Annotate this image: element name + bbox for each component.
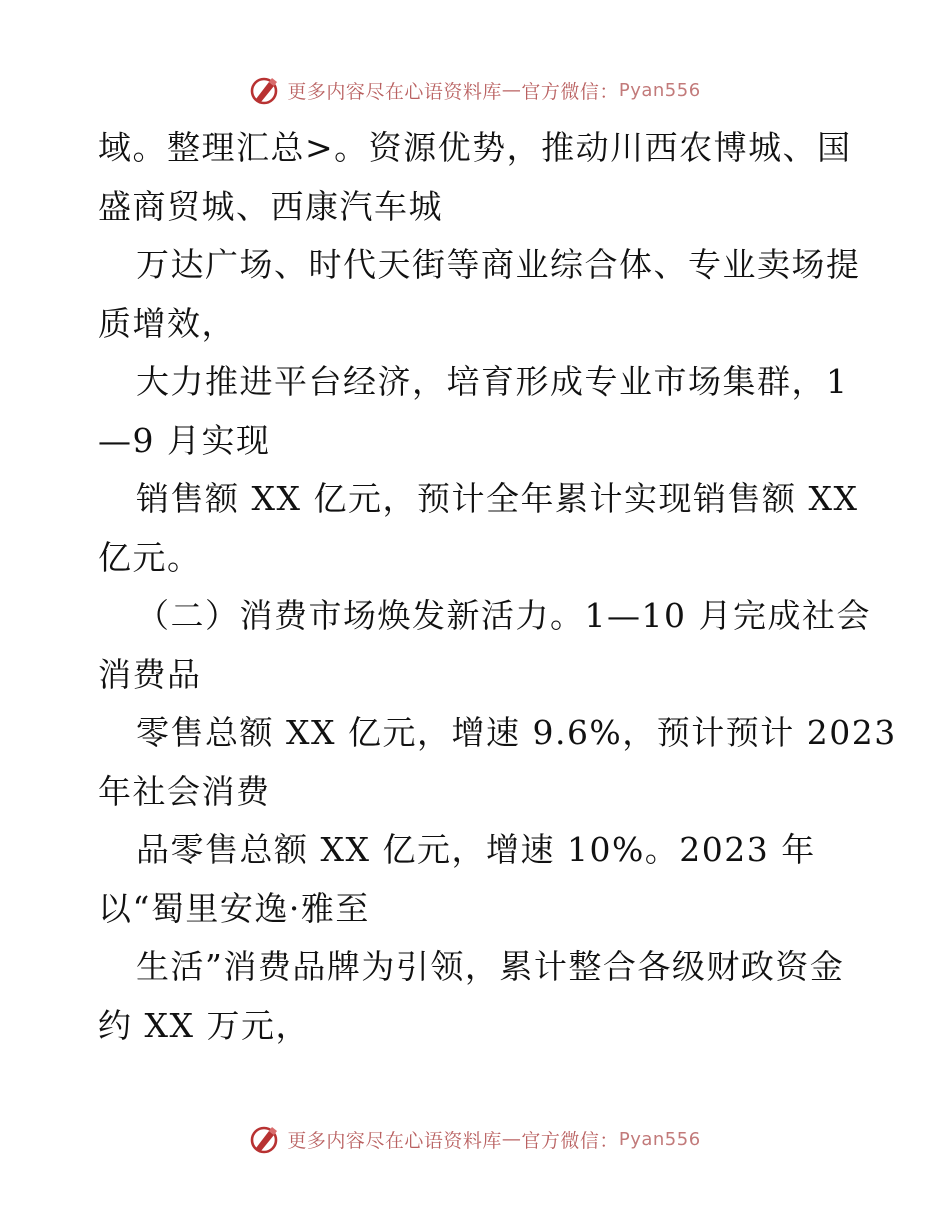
watermark-brand: 更多内容尽在心语资料库 [287,1129,502,1152]
body-line: （二）消费市场焕发新活力。1—10 月完成社会 [136,596,871,635]
body-line: 万达广场、时代天街等商业综合体、专业卖场提 [136,245,861,284]
body-line: 盛商贸城、西康汽车城 [98,186,443,226]
watermark-dash: — [501,79,522,101]
watermark-id: Pyan556 [618,1128,701,1150]
body-line: 品零售总额 XX 亿元，增速 10%。2023 年 [136,830,816,869]
document-body [98,119,897,1055]
body-line: 域。整理汇总>。资源优势，推动川西农博城、国 [98,128,852,167]
footer-watermark [0,1119,950,1159]
watermark-brand: 更多内容尽在心语资料库 [287,80,502,103]
body-line: 零售总额 XX 亿元，增速 9.6%，预计预计 2023 [136,713,897,752]
body-line: 生活”消费品牌为引领，累计整合各级财政资金 [136,947,845,986]
body-line: —9 月实现 [98,420,271,460]
header-watermark [0,70,950,110]
body-line: 质增效， [98,303,236,343]
body-line: 以“蜀里安逸·雅至 [98,888,370,928]
body-line: 年社会消费 [98,771,271,811]
body-line: 约 XX 万元， [98,1005,310,1045]
watermark-id: Pyan556 [618,79,701,101]
pen-logo-icon [249,1123,281,1155]
body-line: 大力推进平台经济，培育形成专业市场集群，1 [136,362,849,401]
body-line: 销售额 XX 亿元，预计全年累计实现销售额 XX [136,479,859,518]
body-line: 亿元。 [98,537,202,577]
watermark-label: 官方微信： [521,1129,619,1152]
watermark-label: 官方微信： [521,80,619,103]
pen-logo-icon [249,74,281,106]
watermark-dash: — [501,1128,522,1150]
body-line: 消费品 [98,654,202,694]
